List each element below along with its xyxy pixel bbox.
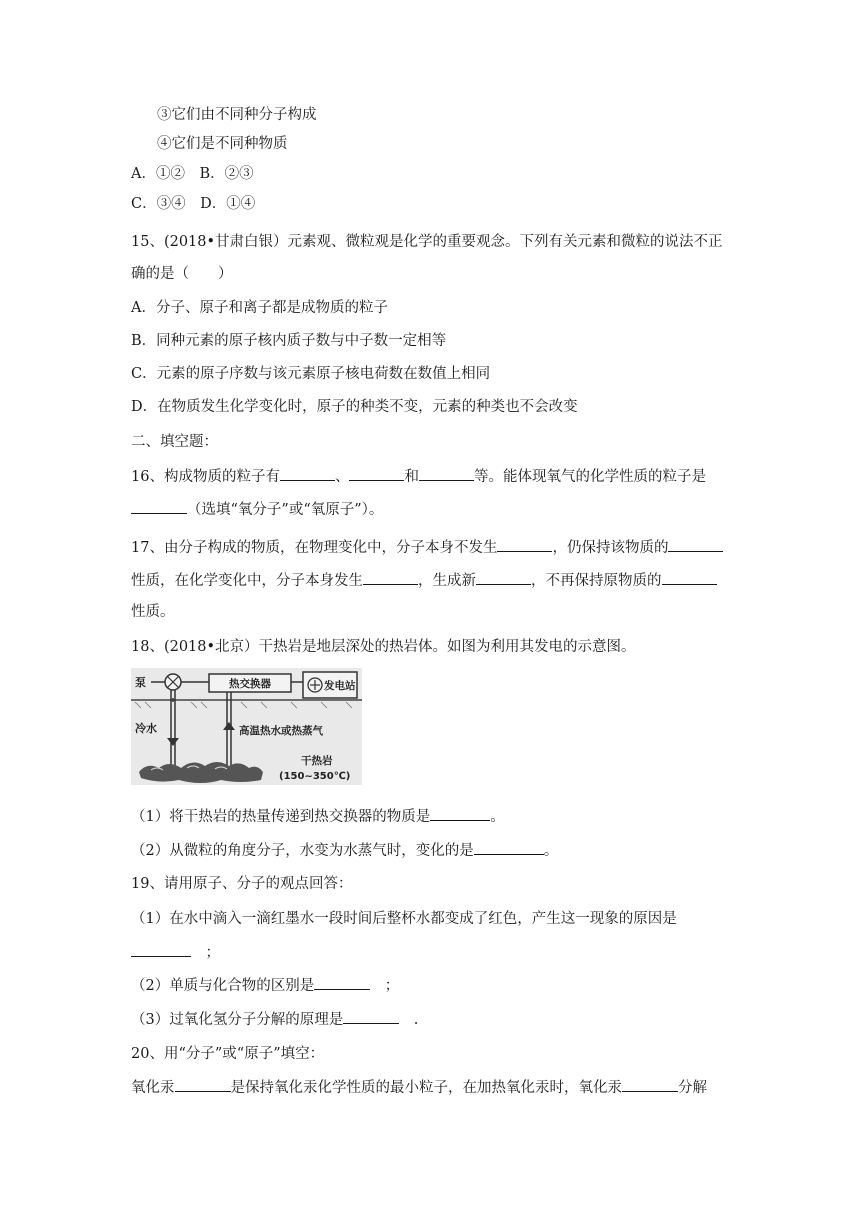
q15-stem-line1: 15、(2018•甘肃白银）元素观、微粒观是化学的重要观念。下列有关元素和微粒的说法不正 bbox=[131, 234, 723, 250]
q15-option-c: C．元素的原子序数与该元素原子核电荷数在数值上相同 bbox=[131, 366, 491, 382]
q14-item4: ④它们是不同种物质 bbox=[157, 136, 288, 152]
q16-text5: （选填“氧分子”或“氧原子”）。 bbox=[187, 502, 384, 518]
q20-stem: 20、用“分子”或“原子”填空： bbox=[131, 1046, 325, 1062]
q17-text2: ，仍保持该物质的 bbox=[552, 540, 669, 556]
q16-line2 bbox=[131, 499, 383, 520]
q16-text2: 、 bbox=[334, 469, 350, 485]
q15-option-b: B．同种元素的原子核内质子数与中子数一定相等 bbox=[131, 333, 447, 349]
q17-text5: ，不再保持原物质的 bbox=[531, 573, 662, 589]
q16-blank2[interactable] bbox=[349, 466, 404, 481]
q18-blank2[interactable] bbox=[474, 840, 544, 855]
q20-text1: 氧化汞 bbox=[131, 1080, 175, 1096]
q19-sub2 bbox=[131, 975, 399, 996]
label-pump: 泵 bbox=[135, 676, 146, 689]
q17-blank4[interactable] bbox=[476, 570, 531, 585]
q17-blank2[interactable] bbox=[668, 537, 723, 552]
q19-sub3 bbox=[131, 1009, 418, 1030]
q19-blank1[interactable] bbox=[131, 942, 191, 957]
q16-blank4[interactable] bbox=[131, 499, 187, 514]
label-power-station: 发电站 bbox=[324, 680, 356, 692]
q19-blank3[interactable] bbox=[343, 1009, 399, 1024]
q19-sub2-end: ； bbox=[370, 978, 400, 994]
q17-text3: 性质，在化学变化中，分子本身发生 bbox=[131, 573, 363, 589]
q17-blank5[interactable] bbox=[662, 570, 717, 585]
q19-sub3-end: . bbox=[399, 1012, 419, 1028]
q19-sub1-end: ； bbox=[191, 945, 220, 961]
q18-sub1-text: （1）将干热岩的热量传递到热交换器的物质是 bbox=[131, 809, 431, 825]
q14-options-row1: A．①② B．②③ bbox=[131, 166, 254, 182]
q19-sub1-line2 bbox=[131, 942, 220, 963]
label-temperature-range: (150~350℃) bbox=[279, 771, 351, 782]
q15-option-d: D．在物质发生化学变化时，原子的种类不变，元素的种类也不会改变 bbox=[131, 399, 578, 415]
q16-text1: 16、构成物质的粒子有 bbox=[131, 469, 280, 485]
section-fill-blank-title: 二、填空题： bbox=[131, 434, 218, 450]
q16-text4: 等。能体现氧气的化学性质的粒子是 bbox=[473, 469, 706, 485]
q19-sub1-line1: （1）在水中滴入一滴红墨水一段时间后整杯水都变成了红色，产生这一现象的原因是 bbox=[131, 911, 677, 927]
q19-sub3-text: （3）过氧化氢分子分解的原理是 bbox=[131, 1012, 344, 1028]
q16-text3: 和 bbox=[404, 469, 419, 485]
q18-blank1[interactable] bbox=[430, 806, 490, 821]
q14-options-row2: C．③④ D．①④ bbox=[131, 196, 256, 212]
q18-sub1 bbox=[131, 806, 505, 827]
q20-blank1[interactable] bbox=[175, 1077, 231, 1092]
q17-line1 bbox=[131, 537, 723, 558]
q17-line3: 性质。 bbox=[131, 604, 175, 620]
geothermal-power-diagram bbox=[131, 668, 362, 785]
label-hot-dry-rock: 干热岩 bbox=[301, 755, 333, 767]
label-cold-water: 冷水 bbox=[135, 722, 157, 735]
q19-sub2-text: （2）单质与化合物的区别是 bbox=[131, 978, 315, 994]
q17-blank1[interactable] bbox=[497, 537, 552, 552]
q19-stem: 19、请用原子、分子的观点回答： bbox=[131, 876, 353, 892]
q17-blank3[interactable] bbox=[363, 570, 418, 585]
q17-line2 bbox=[131, 570, 717, 591]
label-heat-exchanger: 热交换器 bbox=[229, 678, 271, 690]
q17-text4: ，生成新 bbox=[418, 573, 476, 589]
q20-text2: 是保持氧化汞化学性质的最小粒子，在加热氧化汞时，氧化汞 bbox=[230, 1080, 622, 1096]
q14-item3: ③它们由不同种分子构成 bbox=[157, 107, 317, 123]
q20-line1 bbox=[131, 1077, 707, 1098]
q17-text1: 17、由分子构成的物质，在物理变化中，分子本身不发生 bbox=[131, 540, 498, 556]
q15-option-a: A．分子、原子和离子都是成物质的粒子 bbox=[131, 300, 388, 316]
q18-sub2-text: （2）从微粒的角度分子，水变为水蒸气时，变化的是 bbox=[131, 843, 474, 859]
q18-sub2-end: 。 bbox=[543, 843, 559, 859]
label-hot-water-steam: 高温热水或热蒸气 bbox=[239, 725, 323, 737]
q16-blank3[interactable] bbox=[419, 466, 474, 481]
q16-line1 bbox=[131, 466, 706, 487]
q19-blank2[interactable] bbox=[314, 975, 370, 990]
q20-blank2[interactable] bbox=[622, 1077, 678, 1092]
q20-text3: 分解 bbox=[678, 1080, 707, 1096]
q16-blank1[interactable] bbox=[280, 466, 335, 481]
q18-sub2 bbox=[131, 840, 558, 861]
q15-stem-line2: 确的是（ ） bbox=[131, 266, 233, 282]
q18-stem: 18、(2018•北京）干热岩是地层深处的热岩体。如图为利用其发电的示意图。 bbox=[131, 639, 636, 655]
q18-sub1-end: 。 bbox=[490, 809, 505, 825]
